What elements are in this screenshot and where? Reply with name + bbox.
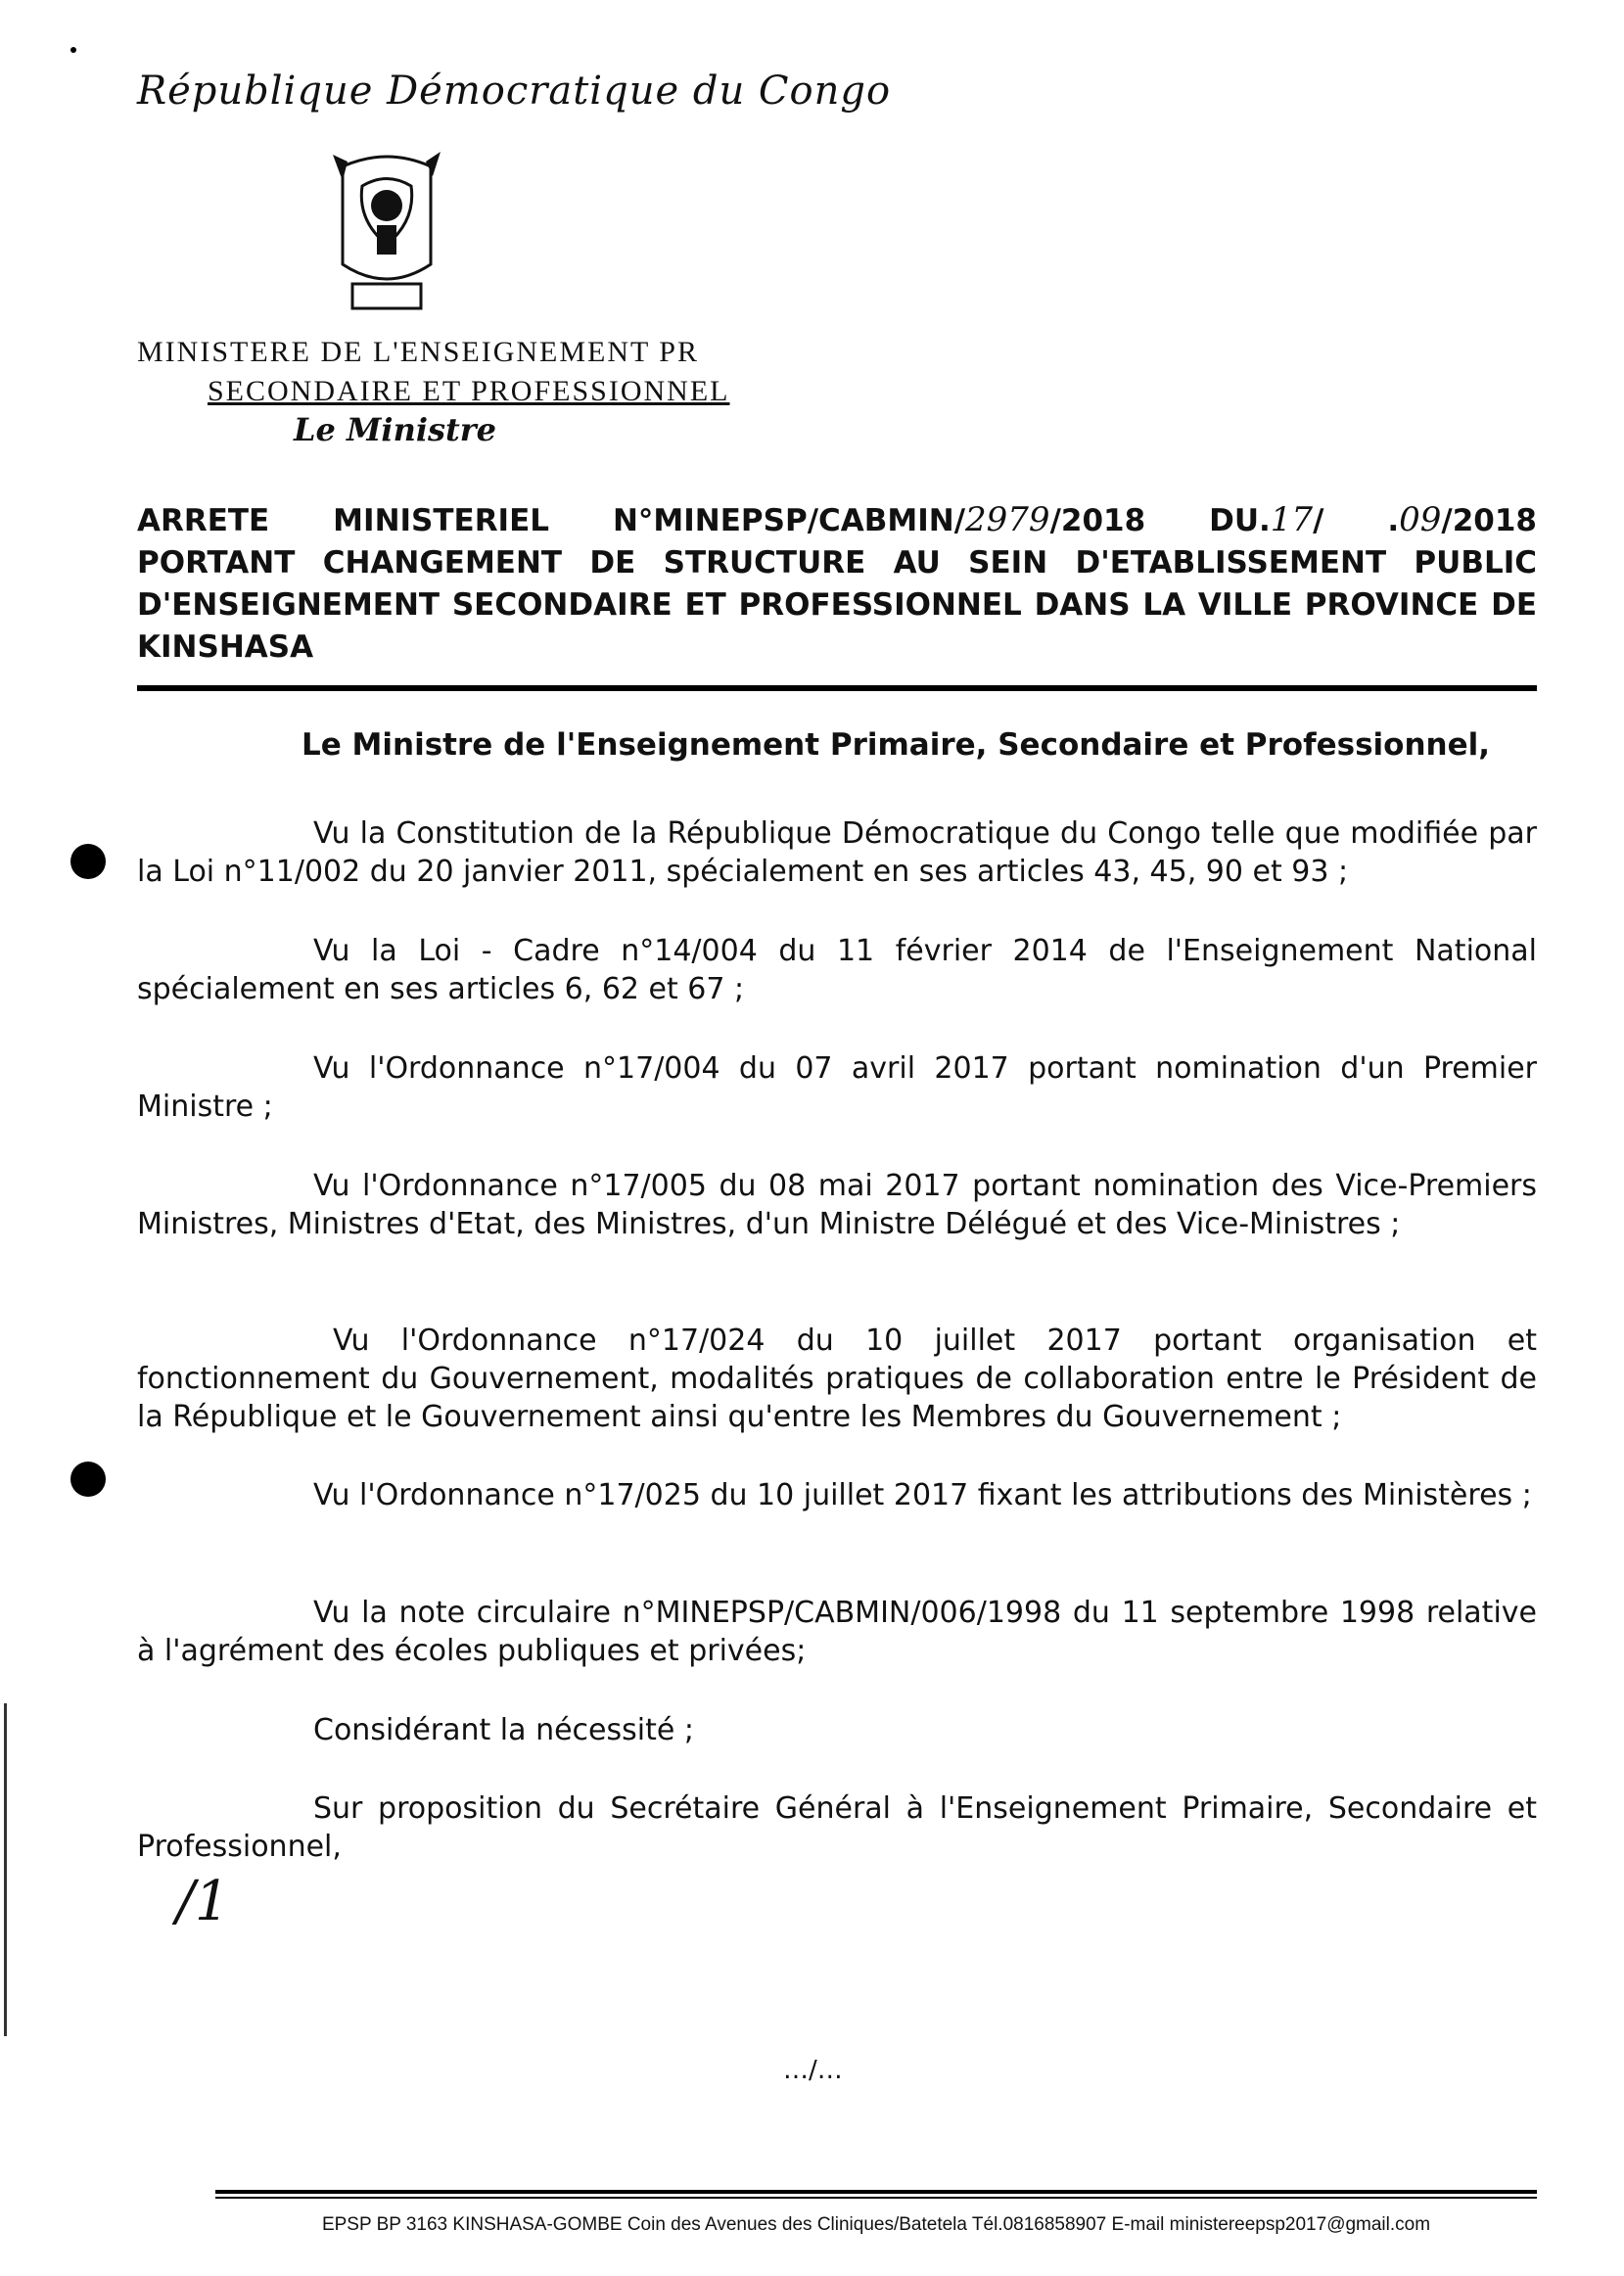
decree-year-du: /2018 DU. xyxy=(1049,503,1271,538)
decree-title-line-4: KINSHASA xyxy=(137,629,314,665)
scan-speck xyxy=(70,47,76,53)
decree-day: 17 xyxy=(1270,500,1314,539)
minister-intro: Le Ministre de l'Enseignement Primaire, Secondaire et Professionnel, xyxy=(301,727,1491,763)
decree-date-sep: / . xyxy=(1313,503,1400,538)
recital-paragraph: Considérant la nécessité ; xyxy=(313,1713,694,1747)
punch-hole-mark xyxy=(70,844,106,879)
decree-month: 09 xyxy=(1399,500,1442,539)
ministry-line-2: SECONDAIRE ET PROFESSIONNEL xyxy=(208,375,730,407)
scan-edge-line xyxy=(4,1703,7,2036)
recital-paragraph: Vu l'Ordonnance n°17/005 du 08 mai 2017 portant nomination des Vice-Premiers Ministres, Ministres d'Etat, des Ministres, d'un Ministre Délégué et des Vice-Ministres ; xyxy=(137,1169,1537,1241)
recital-paragraph: Vu la Loi - Cadre n°14/004 du 11 février 2014 de l'Enseignement National spécialement en ses articles 6, 62 et 67 ; xyxy=(137,934,1537,1006)
decree-title-line-2: PORTANT CHANGEMENT DE STRUCTURE AU SEIN D'ETABLISSEMENT PUBLIC xyxy=(137,545,1537,581)
continuation-mark: …/… xyxy=(783,2056,843,2085)
decree-title xyxy=(137,499,1537,669)
decree-number: 2979 xyxy=(965,500,1050,539)
page-mark: /1 xyxy=(176,1870,230,1933)
punch-hole-mark xyxy=(70,1462,106,1497)
coat-of-arms-emblem xyxy=(323,147,450,318)
recital-paragraph: Vu l'Ordonnance n°17/025 du 10 juillet 2017 fixant les attributions des Ministères ; xyxy=(313,1478,1532,1512)
footer-rule xyxy=(215,2197,1537,2199)
recital-paragraph: Vu l'Ordonnance n°17/024 du 10 juillet 2017 portant organisation et fonctionnement du Gouvernement, modalités pratiques de collaboration entre le Président de la République et le Gouvernement ainsi qu'entre les Membres du Gouvernement ; xyxy=(137,1324,1537,1434)
decree-title-line-1 xyxy=(137,499,1537,542)
ministry-line-1: MINISTERE DE L'ENSEIGNEMENT PR xyxy=(137,336,699,368)
minister-signature-title: Le Ministre xyxy=(294,411,497,448)
footer-rule xyxy=(215,2190,1537,2194)
decree-year-end: /2018 xyxy=(1441,503,1537,538)
recital-paragraph: Vu la Constitution de la République Démocratique du Congo telle que modifiée par la Loi n°11/002 du 20 janvier 2011, spécialement en ses articles 43, 45, 90 et 93 ; xyxy=(137,816,1537,889)
footer-address: EPSP BP 3163 KINSHASA-GOMBE Coin des Avenues des Cliniques/Batetela Tél.0816858907 E-mail ministereepsp2017@gmail.com xyxy=(321,2214,1431,2235)
decree-prefix: ARRETE MINISTERIEL N°MINEPSP/CABMIN/ xyxy=(137,503,966,538)
recital-paragraph: Vu la note circulaire n°MINEPSP/CABMIN/006/1998 du 11 septembre 1998 relative à l'agrément des écoles publiques et privées; xyxy=(137,1596,1537,1668)
recital-paragraph: Sur proposition du Secrétaire Général à l'Enseignement Primaire, Secondaire et Professionnel, xyxy=(137,1791,1537,1864)
ministry-name xyxy=(137,333,730,411)
recital-paragraph: Vu l'Ordonnance n°17/004 du 07 avril 2017 portant nomination d'un Premier Ministre ; xyxy=(137,1051,1537,1124)
title-divider xyxy=(137,685,1537,691)
republic-title: République Démocratique du Congo xyxy=(137,69,892,114)
decree-title-line-3: D'ENSEIGNEMENT SECONDAIRE ET PROFESSIONNEL DANS LA VILLE PROVINCE DE xyxy=(137,587,1537,623)
